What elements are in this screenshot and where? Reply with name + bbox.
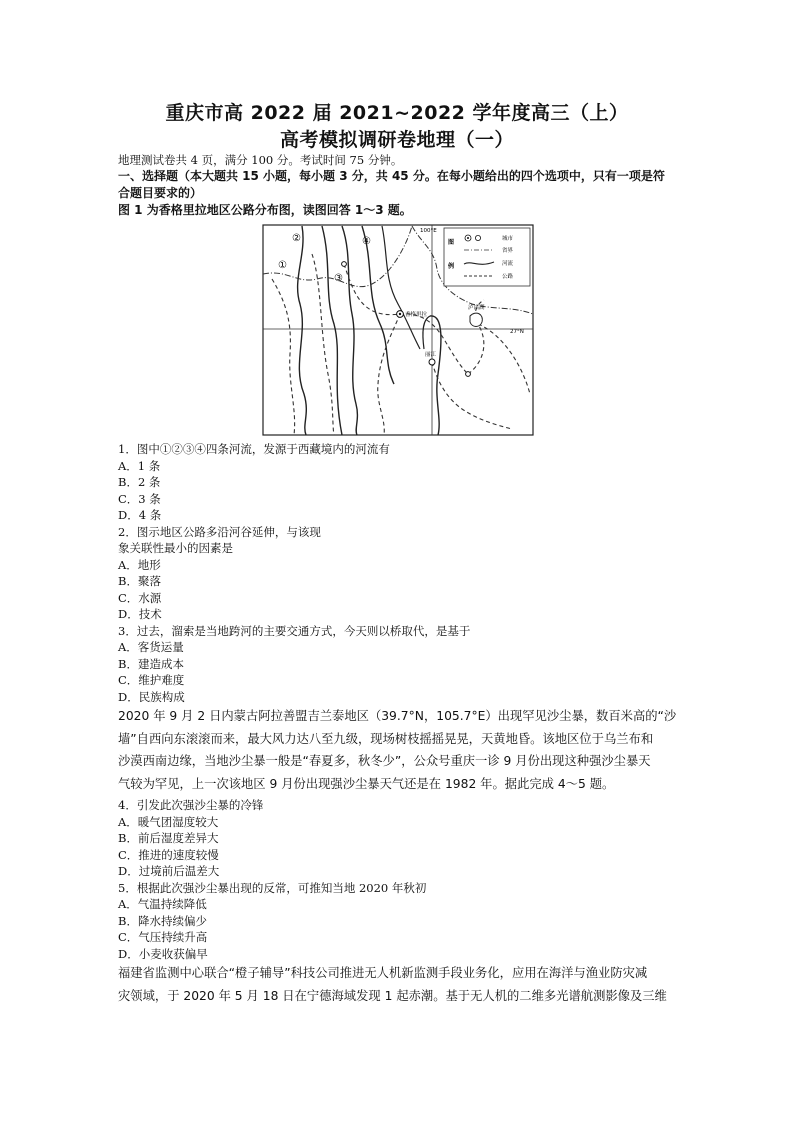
- q5-option-d: D．小麦收获偏早: [118, 946, 208, 961]
- q4-option-a: A．暖气团湿度较大: [118, 814, 219, 829]
- lugu-lake-label: 泸沽湖: [468, 305, 485, 311]
- q4-option-b: B．前后湿度差异大: [118, 831, 219, 845]
- question-4-stem: 4．引发此次强沙尘暴的冷锋: [118, 798, 264, 812]
- q1-option-d: D．4 条: [118, 508, 162, 522]
- legend-road: 公路: [502, 274, 514, 280]
- passage-sandstorm-line1: 2020 年 9 月 2 日内蒙古阿拉善盟吉兰泰地区（39.7°N，105.7°E）出现罕见沙尘暴，数百米高的“沙: [118, 709, 677, 723]
- river-label-3: ③: [334, 273, 343, 284]
- legend-province: 省界: [502, 248, 514, 254]
- q3-option-a: A．客货运量: [118, 640, 184, 654]
- passage-sandstorm-line3: 沙漠西南边缘，当地沙尘暴一般是“春夏多，秋冬少”，公众号重庆一诊 9 月份出现这种强沙尘暴天: [118, 754, 651, 768]
- lon-label: 100°E: [420, 228, 437, 234]
- q1-option-b: B．2 条: [118, 475, 161, 489]
- q5-option-c: C．气压持续升高: [118, 930, 208, 944]
- section-heading-line1: 一、选择题（本大题共 15 小题，每小题 3 分，共 45 分。在每小题给出的四个选项中，只有一项是符: [118, 169, 665, 183]
- question-5-stem: 5．根据此次强沙尘暴出现的反常，可推知当地 2020 年秋初: [118, 880, 427, 895]
- q2-option-b: B．聚落: [118, 574, 161, 588]
- passage-red-tide-line2: 灾领域，于 2020 年 5 月 18 日在宁德海域发现 1 起赤潮。基于无人机的二维多光谱航测影像及三维: [118, 988, 667, 1003]
- q3-option-b: B．建造成本: [118, 656, 184, 671]
- passage-sandstorm: [118, 705, 690, 795]
- legend-title-1: 图: [448, 239, 455, 246]
- river-label-1: ①: [278, 260, 287, 271]
- lat-label: 27°N: [510, 329, 524, 335]
- lijiang-city-marker: [429, 359, 435, 365]
- q3-option-d: D．民族构成: [118, 689, 185, 704]
- q5-option-b: B．降水持续偏少: [118, 913, 207, 928]
- q5-option-a: A．气温持续降低: [118, 897, 207, 911]
- town-marker: [466, 372, 471, 377]
- passage-red-tide: [118, 962, 690, 1007]
- shangrila-road-map: [262, 224, 534, 436]
- legend-city: 城市: [502, 236, 514, 242]
- exam-intro: 地理测试卷共 4 页，满分 100 分。考试时间 75 分钟。: [118, 153, 403, 167]
- passage-sandstorm-line4: 气较为罕见，上一次该地区 9 月份出现强沙尘暴天气还是在 1982 年。据此完成 4～5 题。: [118, 776, 615, 791]
- shangrila-city-dot: [399, 313, 401, 315]
- passage-sandstorm-line2: 墙”自西向东滚滚而来，最大风力达八至九级，现场树枝摇摇晃晃，天黄地昏。该地区位于乌兰布和: [118, 731, 654, 746]
- lugu-lake: [470, 313, 482, 326]
- map-legend: [444, 228, 530, 286]
- q1-option-c: C．3 条: [118, 491, 161, 506]
- exam-title-line1: 重庆市高 2022 届 2021~2022 学年度高三（上）: [165, 102, 629, 124]
- q1-option-a: A．1 条: [118, 458, 161, 473]
- lijiang-label: 丽江: [425, 352, 437, 358]
- q2-option-d: D．技术: [118, 607, 162, 621]
- question-2-stem-line2: 象关联性最小的因素是: [118, 541, 233, 555]
- q2-option-c: C．水源: [118, 590, 162, 605]
- q4-option-d: D．过境前后温差大: [118, 864, 220, 878]
- section-heading-line2: 合题目要求的）: [118, 186, 203, 200]
- exam-title-line2: 高考模拟调研卷地理（一）: [279, 129, 514, 151]
- question-2-stem-line1: 2．图示地区公路多沿河谷延伸，与该现: [118, 524, 321, 539]
- river-label-4: ④: [362, 236, 371, 247]
- passage-red-tide-line1: 福建省监测中心联合“橙子辅导”科技公司推进无人机新监测手段业务化，应用在海洋与渔业防灾减: [118, 966, 648, 980]
- q3-option-c: C．维护难度: [118, 673, 185, 687]
- question-3-stem: 3．过去，溜索是当地跨河的主要交通方式，今天则以桥取代，是基于: [118, 623, 471, 638]
- figure-intro: 图 1 为香格里拉地区公路分布图，读图回答 1～3 题。: [118, 203, 412, 217]
- town-marker-north: [342, 262, 347, 267]
- q2-option-a: A．地形: [118, 557, 161, 572]
- shangrila-label: 香格里拉: [405, 312, 428, 318]
- river-label-2: ②: [292, 233, 301, 244]
- legend-title-2: 例: [448, 263, 455, 270]
- question-1-stem: 1．图中①②③④四条河流，发源于西藏境内的河流有: [118, 442, 390, 456]
- legend-river: 河流: [502, 261, 514, 267]
- q4-option-c: C．推进的速度较慢: [118, 847, 219, 862]
